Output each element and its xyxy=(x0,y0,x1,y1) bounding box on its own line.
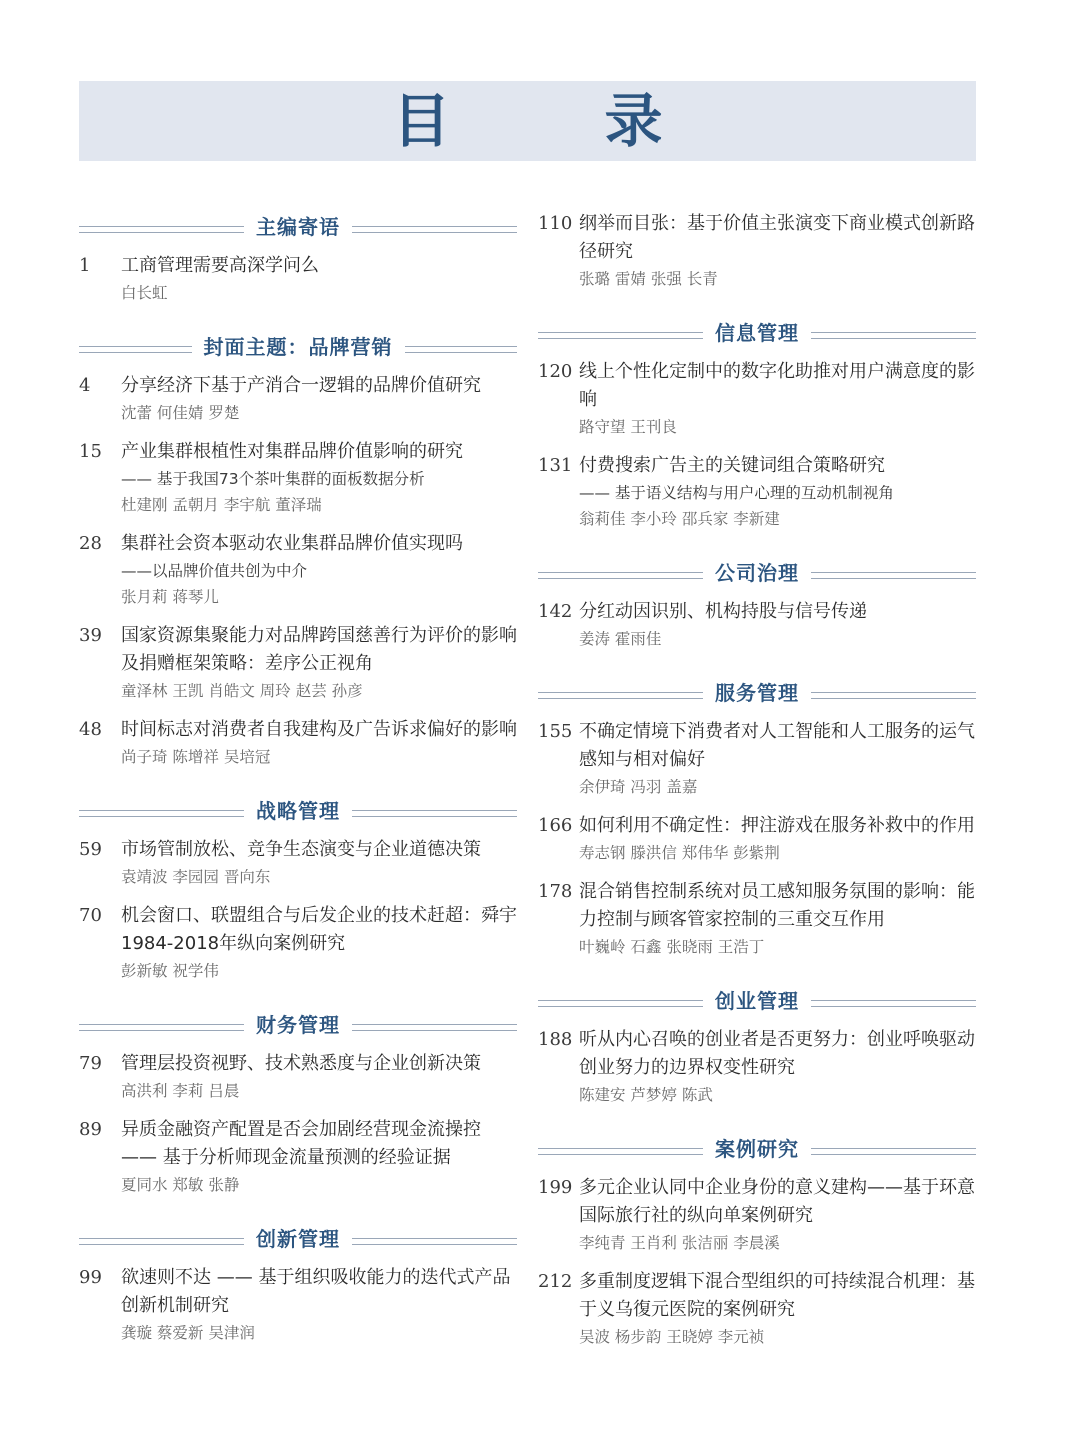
article-authors: 高洪利 李莉 吕晨 xyxy=(121,1082,240,1100)
toc-entry[interactable] xyxy=(538,718,976,800)
section-gap xyxy=(538,1120,976,1132)
section-gap xyxy=(79,782,517,794)
toc-entry[interactable] xyxy=(79,530,517,610)
article-title[interactable]: 时间标志对消费者自我建构及广告诉求偏好的影响 xyxy=(121,719,517,740)
toc-entry[interactable] xyxy=(79,438,517,518)
toc-entry[interactable] xyxy=(538,210,976,292)
section-header xyxy=(538,1132,976,1166)
article-title[interactable]: 集群社会资本驱动农业集群品牌价值实现吗 xyxy=(121,533,463,554)
toc-entry[interactable] xyxy=(538,878,976,960)
article-authors: 寿志钢 滕洪信 郑伟华 彭紫荆 xyxy=(579,844,780,862)
article-title[interactable]: 不确定情境下消费者对人工智能和人工服务的运气感知与相对偏好 xyxy=(579,721,975,770)
toc-entry[interactable] xyxy=(538,1268,976,1350)
page-number: 28 xyxy=(79,533,102,554)
page-title: 目 录 xyxy=(392,87,711,155)
page-number: 89 xyxy=(79,1119,102,1140)
section-title xyxy=(79,794,517,828)
article-title[interactable]: 欲速则不达 —— 基于组织吸收能力的迭代式产品创新机制研究 xyxy=(121,1267,511,1316)
section-gap xyxy=(538,972,976,984)
page-number: 1 xyxy=(79,255,91,276)
article-title[interactable]: 产业集群根植性对集群品牌价值影响的研究 xyxy=(121,441,463,462)
section-title xyxy=(79,1008,517,1042)
section-title-text: 主编寄语 xyxy=(246,215,350,239)
toc-entry[interactable] xyxy=(538,1026,976,1108)
article-title[interactable]: 管理层投资视野、技术熟悉度与企业创新决策 xyxy=(121,1053,481,1074)
toc-entry[interactable] xyxy=(79,252,517,306)
toc-entry[interactable] xyxy=(538,598,976,652)
page-number: 79 xyxy=(79,1053,102,1074)
page-number: 178 xyxy=(538,881,573,902)
section-gap xyxy=(538,664,976,676)
section-title xyxy=(538,1132,976,1166)
article-title[interactable]: 纲举而目张：基于价值主张演变下商业模式创新路径研究 xyxy=(579,213,975,262)
article-title[interactable]: 分红动因识别、机构持股与信号传递 xyxy=(579,601,867,622)
article-title[interactable]: 如何利用不确定性：押注游戏在服务补救中的作用 xyxy=(579,815,975,836)
article-subtitle: —— 基于语义结构与用户心理的互动机制视角 xyxy=(579,484,894,502)
article-authors: 夏同水 郑敏 张静 xyxy=(121,1176,240,1194)
section-header xyxy=(79,1222,517,1256)
section-header xyxy=(538,556,976,590)
article-authors: 吴波 杨步韵 王晓婷 李元祯 xyxy=(579,1328,765,1346)
toc-entry[interactable] xyxy=(79,1116,517,1198)
section-title-text: 创新管理 xyxy=(246,1227,350,1251)
toc-entry[interactable] xyxy=(79,716,517,770)
section-gap xyxy=(79,996,517,1008)
toc-entry[interactable] xyxy=(538,1174,976,1256)
section-header xyxy=(79,794,517,828)
article-authors: 张璐 雷婧 张强 长青 xyxy=(579,270,718,288)
section-header xyxy=(79,210,517,244)
section-header xyxy=(538,676,976,710)
article-title[interactable]: 分享经济下基于产消合一逻辑的品牌价值研究 xyxy=(121,375,481,396)
article-title[interactable]: 多元企业认同中企业身份的意义建构——基于环意国际旅行社的纵向单案例研究 xyxy=(579,1177,975,1226)
article-title[interactable]: 工商管理需要高深学问么 xyxy=(121,255,319,276)
section-title-text: 公司治理 xyxy=(705,561,809,585)
page-number: 212 xyxy=(538,1271,573,1292)
page-number: 199 xyxy=(538,1177,573,1198)
toc-entry[interactable] xyxy=(79,622,517,704)
section-title-text: 信息管理 xyxy=(705,321,809,345)
article-authors: 叶巍岭 石鑫 张晓雨 王浩丁 xyxy=(579,938,765,956)
page-number: 188 xyxy=(538,1029,573,1050)
section-title-text: 战略管理 xyxy=(246,799,350,823)
article-authors: 陈建安 芦梦婷 陈武 xyxy=(579,1086,713,1104)
page-number: 110 xyxy=(538,213,573,234)
section-gap xyxy=(79,318,517,330)
section-title xyxy=(79,1222,517,1256)
section-header xyxy=(538,316,976,350)
article-title[interactable]: 异质金融资产配置是否会加剧经营现金流操控 —— 基于分析师现金流量预测的经验证据 xyxy=(121,1119,481,1168)
article-authors: 尚子琦 陈增祥 吴培冠 xyxy=(121,748,271,766)
page-number: 59 xyxy=(79,839,102,860)
section-title-text: 创业管理 xyxy=(705,989,809,1013)
section-title xyxy=(538,984,976,1018)
title-band xyxy=(79,81,976,161)
section-header xyxy=(79,330,517,364)
article-subtitle: —— 基于我国73个茶叶集群的面板数据分析 xyxy=(121,470,425,488)
left-column xyxy=(79,210,517,1358)
article-authors: 龚璇 蔡爱新 吴津润 xyxy=(121,1324,255,1342)
section-title-text: 封面主题：品牌营销 xyxy=(194,335,403,359)
article-authors: 袁靖波 李园园 晋向东 xyxy=(121,868,271,886)
section-gap xyxy=(79,1210,517,1222)
section-title xyxy=(538,676,976,710)
article-title[interactable]: 混合销售控制系统对员工感知服务氛围的影响：能力控制与顾客管家控制的三重交互作用 xyxy=(579,881,975,930)
page-number: 48 xyxy=(79,719,102,740)
section-title-text: 案例研究 xyxy=(705,1137,809,1161)
article-authors: 翁莉佳 李小玲 邵兵家 李新建 xyxy=(579,510,780,528)
page-number: 99 xyxy=(79,1267,102,1288)
section-title xyxy=(538,316,976,350)
article-authors: 姜涛 霍雨佳 xyxy=(579,630,662,648)
page-number: 120 xyxy=(538,361,573,382)
page-number: 39 xyxy=(79,625,102,646)
toc-entry[interactable] xyxy=(79,1050,517,1104)
article-authors: 张月莉 蒋琴儿 xyxy=(121,588,219,606)
right-column xyxy=(538,210,976,1362)
article-authors: 李纯青 王肖利 张洁丽 李晨溪 xyxy=(579,1234,780,1252)
article-title[interactable]: 付费搜索广告主的关键词组合策略研究 xyxy=(579,455,885,476)
section-title-text: 服务管理 xyxy=(705,681,809,705)
article-authors: 余伊琦 冯羽 盖嘉 xyxy=(579,778,698,796)
page-number: 142 xyxy=(538,601,573,622)
article-authors: 沈蕾 何佳婧 罗楚 xyxy=(121,404,240,422)
page-number: 15 xyxy=(79,441,102,462)
toc-entry[interactable] xyxy=(79,1264,517,1346)
page-number: 155 xyxy=(538,721,573,742)
section-header xyxy=(79,1008,517,1042)
toc-entry[interactable] xyxy=(79,836,517,890)
article-authors: 童泽林 王凯 肖皓文 周玲 赵芸 孙彦 xyxy=(121,682,363,700)
page-number: 4 xyxy=(79,375,91,396)
page-number: 131 xyxy=(538,455,573,476)
article-title[interactable]: 听从内心召唤的创业者是否更努力：创业呼唤驱动创业努力的边界权变性研究 xyxy=(579,1029,975,1078)
section-gap xyxy=(538,544,976,556)
toc-entry[interactable] xyxy=(538,452,976,532)
section-gap xyxy=(538,304,976,316)
section-title xyxy=(538,556,976,590)
article-title[interactable]: 市场管制放松、竞争生态演变与企业道德决策 xyxy=(121,839,481,860)
article-authors: 路守望 王刊良 xyxy=(579,418,677,436)
article-subtitle: ——以品牌价值共创为中介 xyxy=(121,562,308,580)
article-title[interactable]: 国家资源集聚能力对品牌跨国慈善行为评价的影响及捐赠框架策略：差序公正视角 xyxy=(121,625,517,674)
section-title xyxy=(79,330,517,364)
article-title[interactable]: 机会窗口、联盟组合与后发企业的技术赶超：舜宇1984-2018年纵向案例研究 xyxy=(121,905,517,954)
article-authors: 彭新敏 祝学伟 xyxy=(121,962,219,980)
page-number: 70 xyxy=(79,905,102,926)
section-title-text: 财务管理 xyxy=(246,1013,350,1037)
section-title xyxy=(79,210,517,244)
toc-entry[interactable] xyxy=(79,902,517,984)
article-title[interactable]: 线上个性化定制中的数字化助推对用户满意度的影响 xyxy=(579,361,975,410)
article-authors: 杜建刚 孟朝月 李宇航 董泽瑞 xyxy=(121,496,322,514)
page-number: 166 xyxy=(538,815,573,836)
toc-entry[interactable] xyxy=(538,358,976,440)
article-authors: 白长虹 xyxy=(121,284,168,302)
section-header xyxy=(538,984,976,1018)
toc-entry[interactable] xyxy=(79,372,517,426)
article-title[interactable]: 多重制度逻辑下混合型组织的可持续混合机理：基于义乌復元医院的案例研究 xyxy=(579,1271,975,1320)
toc-entry[interactable] xyxy=(538,812,976,866)
